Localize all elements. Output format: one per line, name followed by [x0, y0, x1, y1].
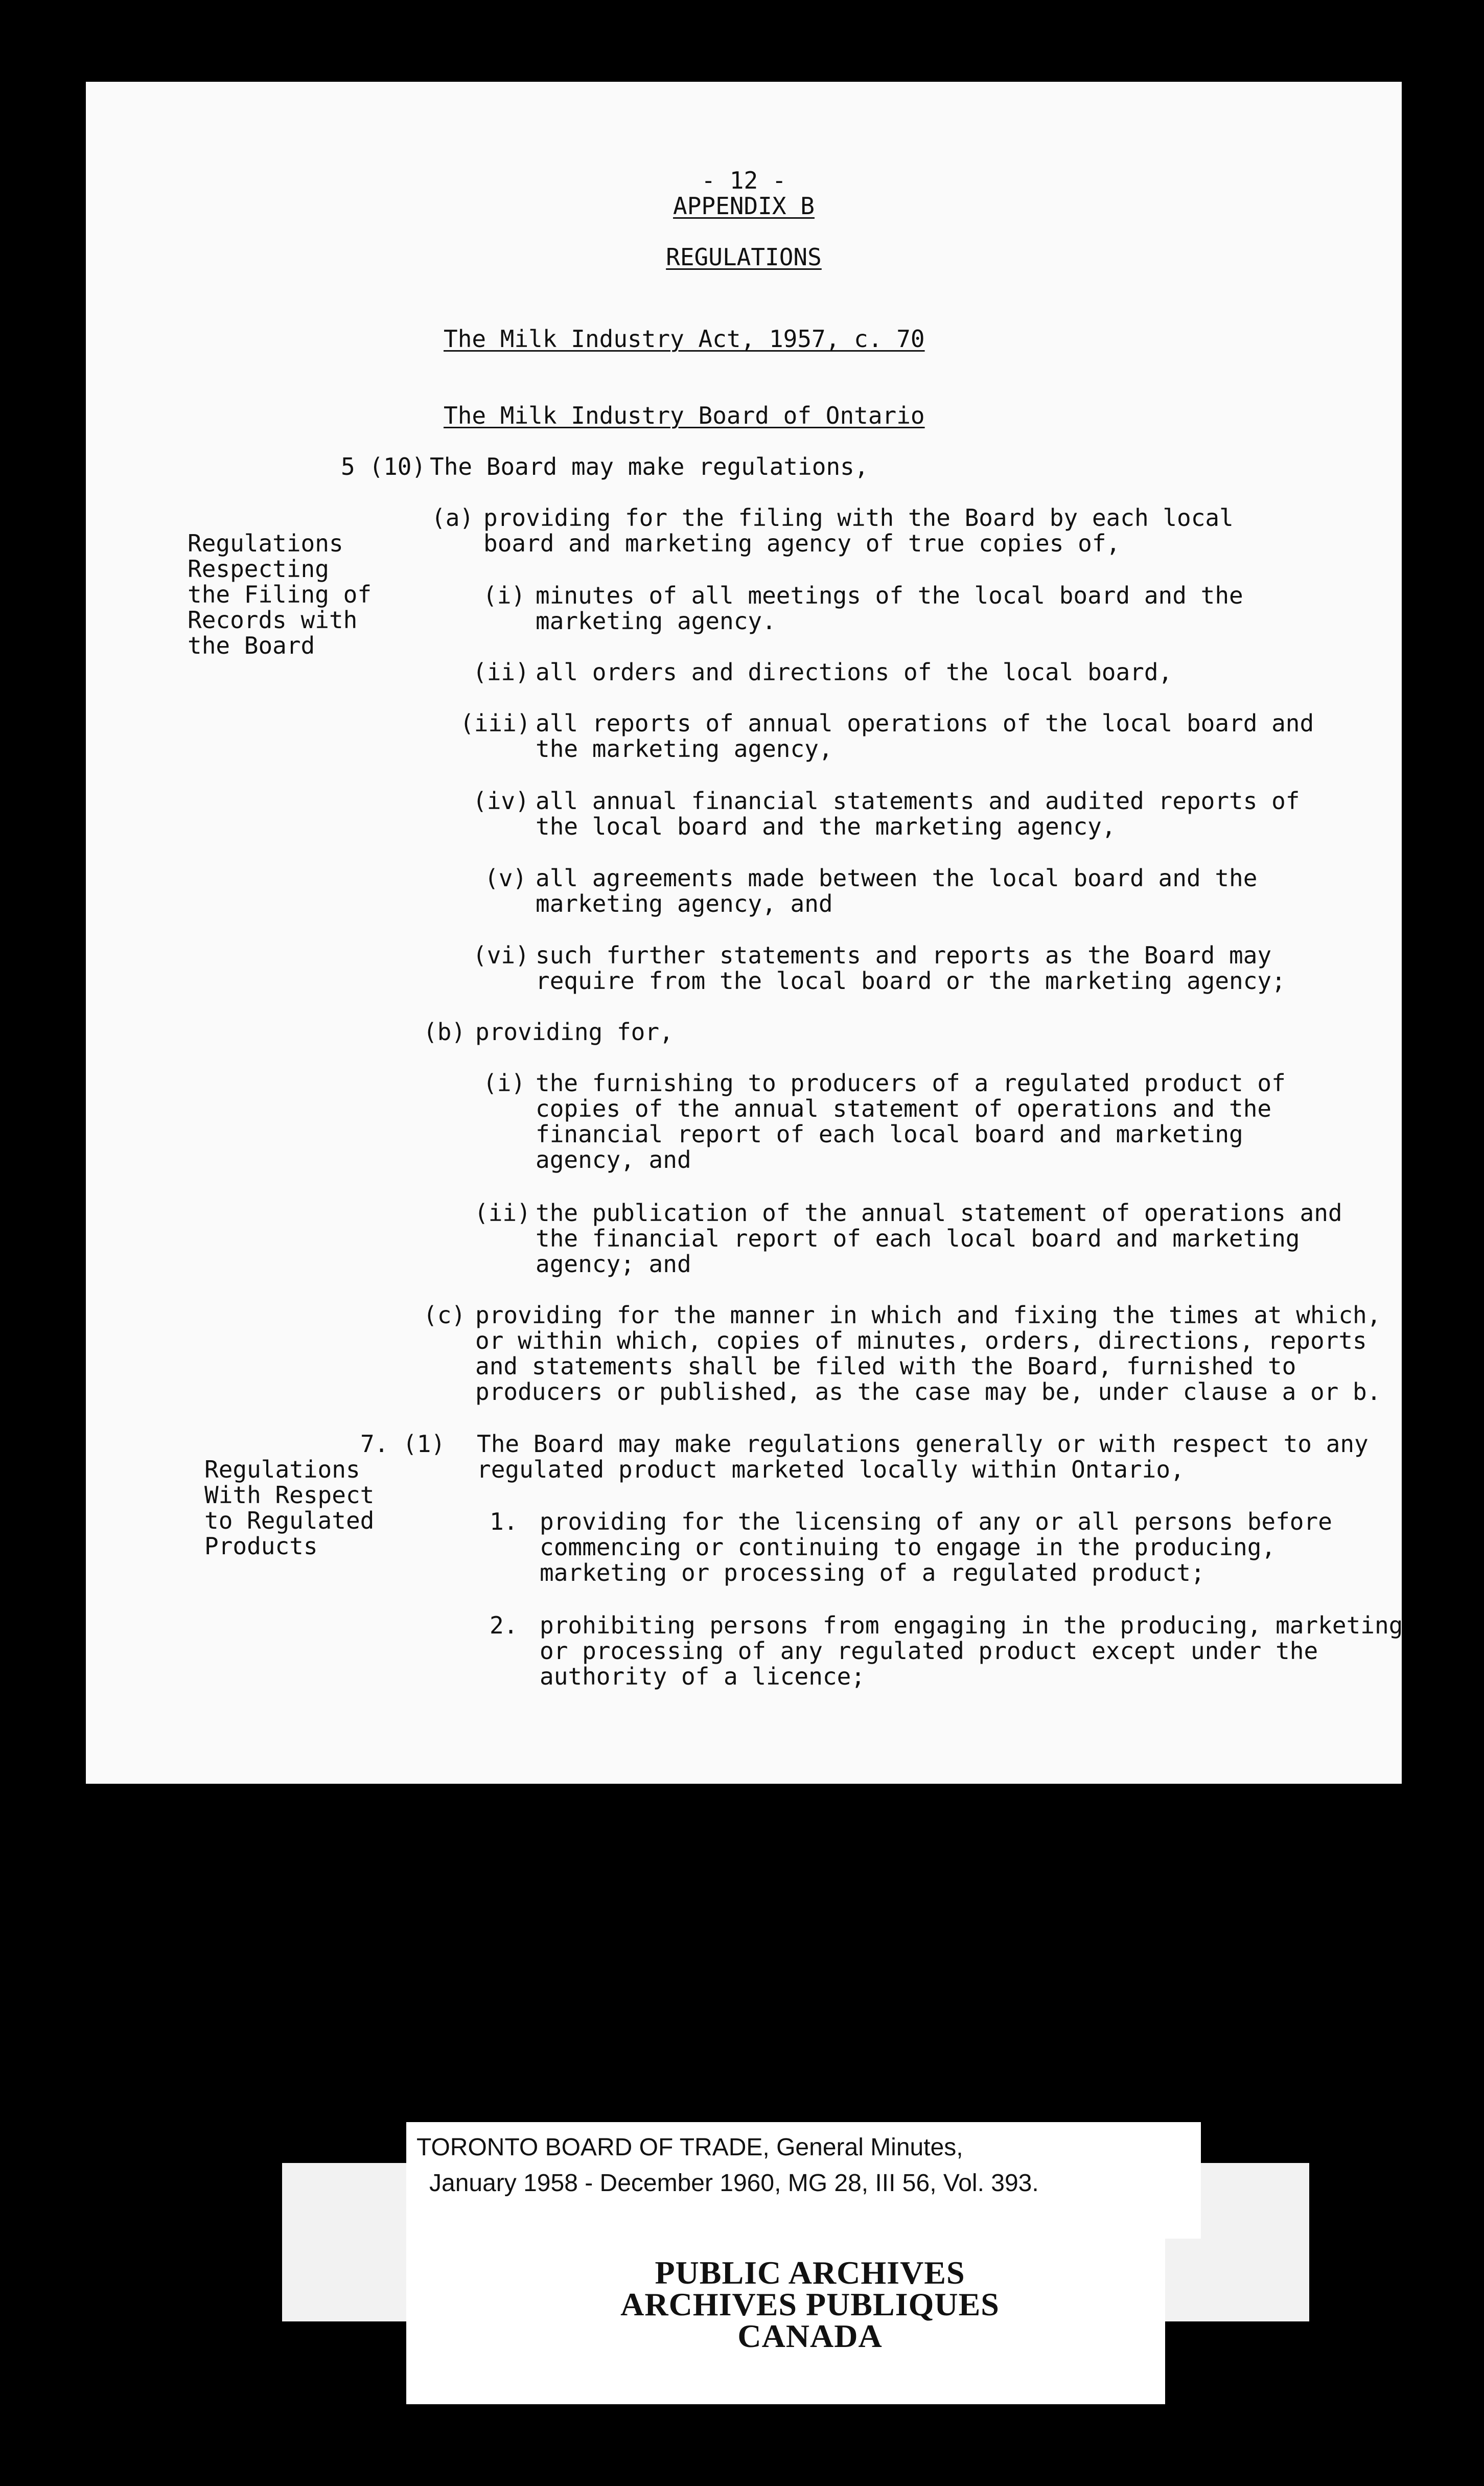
- clause-a-text: providing for the filing with the Board by each local board and marketing agency of true copies of,: [483, 504, 1234, 557]
- clause-a-label: (a): [431, 504, 474, 532]
- item-a-vi-number: (vi): [473, 941, 529, 969]
- s7-item-2-number: 2.: [490, 1612, 518, 1639]
- document-page: [86, 82, 1402, 1784]
- appendix-heading: APPENDIX B: [673, 192, 815, 220]
- item-b-ii-number: (ii): [474, 1199, 531, 1227]
- stamp-line-1: PUBLIC ARCHIVES: [655, 2254, 965, 2291]
- regulations-heading: REGULATIONS: [666, 243, 822, 271]
- stamp-line-3: CANADA: [737, 2318, 883, 2354]
- s7-item-2-text: prohibiting persons from engaging in the producing, marketing or processing of any regulated product except under the authority of a licence;: [540, 1612, 1403, 1690]
- item-a-v-number: (v): [484, 864, 527, 892]
- archives-stamp-text: [406, 2254, 1214, 2354]
- item-a-i-text: minutes of all meetings of the local board and the marketing agency.: [536, 582, 1243, 635]
- page-number: - 12 -: [701, 167, 786, 194]
- item-b-i-number: (i): [483, 1069, 526, 1097]
- s7-item-1-number: 1.: [490, 1508, 518, 1535]
- item-a-iv-text: all annual financial statements and audited reports of the local board and the marketing agency,: [536, 787, 1300, 840]
- side-note-filing-records: Regulations Respecting the Filing of Records with the Board: [188, 530, 372, 659]
- section-5-text: The Board may make regulations,: [430, 453, 869, 480]
- board-title: The Milk Industry Board of Ontario: [444, 402, 925, 429]
- clause-b-label: (b): [423, 1018, 466, 1046]
- item-a-v-text: all agreements made between the local board and the marketing agency, and: [536, 864, 1258, 917]
- clause-c-label: (c): [423, 1301, 466, 1329]
- item-b-ii-text: the publication of the annual statement of operations and the financial report of each local board and marketing agency; and: [536, 1199, 1342, 1278]
- section-7-text: The Board may make regulations generally or with respect to any regulated product marketed locally within Ontario,: [477, 1430, 1369, 1483]
- item-a-ii-text: all orders and directions of the local board,: [536, 658, 1173, 686]
- act-title: The Milk Industry Act, 1957, c. 70: [444, 325, 925, 353]
- item-a-i-number: (i): [483, 582, 526, 609]
- item-a-vi-text: such further statements and reports as the Board may require from the local board or the marketing agency;: [536, 941, 1286, 995]
- side-note-regulated-products: Regulations With Respect to Regulated Products: [204, 1456, 375, 1560]
- item-a-iv-number: (iv): [473, 787, 529, 815]
- citation-line-1: TORONTO BOARD OF TRADE, General Minutes,: [416, 2134, 963, 2161]
- section-7-number: 7. (1): [360, 1430, 446, 1458]
- item-b-i-text: the furnishing to producers of a regulated product of copies of the annual statement of operations and the financial report of each local board and marketing agency, and: [536, 1069, 1286, 1173]
- stamp-line-2: ARCHIVES PUBLIQUES: [620, 2286, 1000, 2322]
- clause-b-text: providing for,: [475, 1018, 674, 1046]
- section-5-number: 5 (10): [341, 453, 426, 480]
- item-a-ii-number: (ii): [473, 658, 529, 686]
- clause-c-text: providing for the manner in which and fixing the times at which, or within which, copies of minutes, orders, directions, reports and statements shall be filed with the Board, furnished to producers or published, as the case may be, under clause a or b.: [475, 1301, 1381, 1406]
- s7-item-1-text: providing for the licensing of any or all persons before commencing or continuing to engage in the producing, marketing or processing of a regulated product;: [540, 1508, 1332, 1586]
- item-a-iii-number: (iii): [460, 709, 531, 737]
- source-citation-label: [406, 2122, 1201, 2239]
- citation-line-2: January 1958 - December 1960, MG 28, III 56, Vol. 393.: [429, 2170, 1039, 2197]
- item-a-iii-text: all reports of annual operations of the local board and the marketing agency,: [536, 709, 1314, 763]
